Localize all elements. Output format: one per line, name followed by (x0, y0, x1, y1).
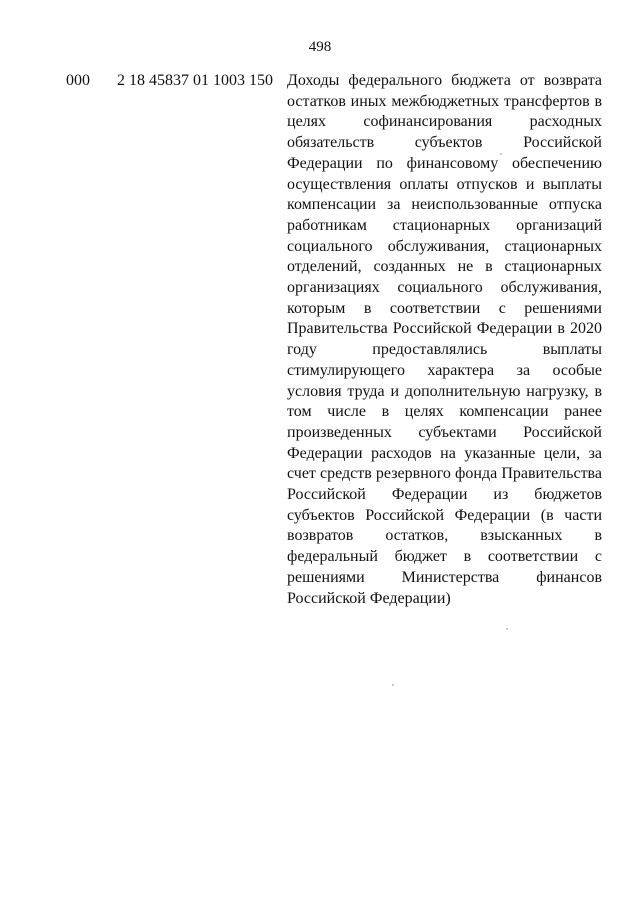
table-row (0, 71, 640, 611)
page-number: 498 (308, 39, 332, 55)
administrator-code: 000 (66, 72, 90, 89)
scan-artifact (506, 628, 508, 630)
budget-classification-code: 2 18 45837 01 1003 150 (117, 72, 273, 89)
revenue-description: Доходы федерального бюджета от возврата остатков иных межбюджетных трансфертов в целях софинансирования расходных обязательств субъектов Российской Федерации по финансовому обеспечению осуществления оплаты отпусков и выплаты компенсации за неиспользованные отпуска работникам стационарных организаций социального обслуживания, стационарных отделений, созданных не в стационарных организациях социального обслуживания, которым в соответствии с решениями Правительства Российской Федерации в 2020 году предоставлялись выплаты стимулирующего характера за особые условия труда и дополнительную нагрузку, в том числе в целях компенсации ранее произведенных субъектами Российской Федерации расходов на указанные цели, за счет средств резервного фонда Правительства Российской Федерации из бюджетов субъектов Российской Федерации (в части возвратов остатков, взысканных в федеральный бюджет в соответствии с решениями Министерства финансов Российской Федерации) (287, 72, 602, 607)
scan-artifact (392, 684, 394, 686)
scan-artifact (500, 153, 502, 155)
